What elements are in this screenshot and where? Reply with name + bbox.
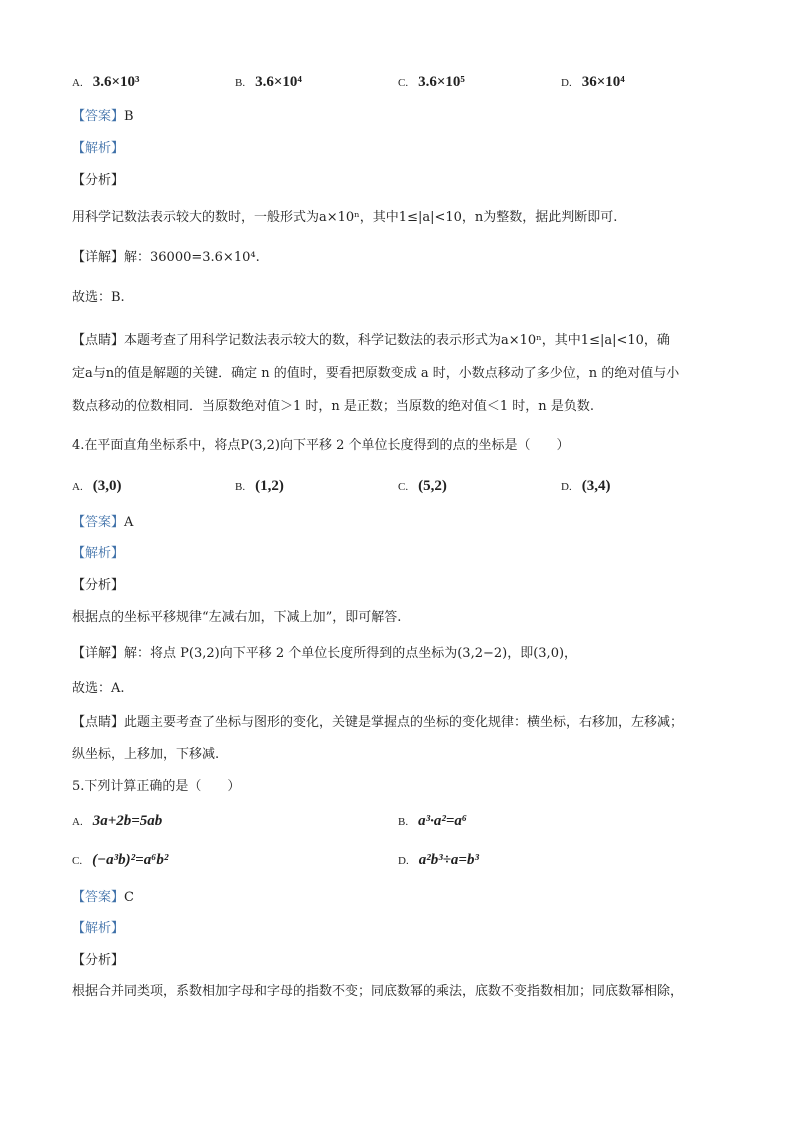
q5-jiexi: 【解析】 bbox=[72, 921, 125, 936]
q4-xiangjie: 【详解】解：将点 P(3,2)向下平移 2 个单位长度所得到的点坐标为(3,2−2)，即(3,0)， bbox=[72, 646, 578, 661]
q3-fenxi-text: 用科学记数法表示较大的数时，一般形式为a×10ⁿ，其中1≤|a|<10，n为整数，据此判断即可. bbox=[72, 210, 618, 225]
q4-question: 4.在平面直角坐标系中，将点P(3,2)向下平移 2 个单位长度得到的点的坐标是（ ） bbox=[72, 438, 570, 453]
q5-option-c: C. (−a³b)²=a⁶b² bbox=[72, 852, 169, 868]
q3-dianjing-2: 定a与n的值是解题的关键．确定 n 的值时，要看把原数变成 a 时，小数点移动了多少位，n 的绝对值与小 bbox=[72, 366, 680, 381]
q3-option-c: C. 3.6×10⁵ bbox=[398, 74, 465, 90]
q3-option-d: D. 36×10⁴ bbox=[561, 74, 625, 90]
q5-answer: 【答案】C bbox=[72, 890, 134, 905]
q5-fenxi: 【分析】 bbox=[72, 953, 125, 968]
q3-fenxi: 【分析】 bbox=[72, 173, 125, 188]
q5-option-a: A. 3a+2b=5ab bbox=[72, 813, 163, 829]
q3-dianjing-1: 【点睛】本题考查了用科学记数法表示较大的数，科学记数法的表示形式为a×10ⁿ，其中1≤|a|<10，确 bbox=[72, 333, 670, 348]
q4-jiexi: 【解析】 bbox=[72, 546, 125, 561]
q4-fenxi-text: 根据点的坐标平移规律“左减右加，下减上加”，即可解答. bbox=[72, 610, 402, 625]
q3-answer: 【答案】B bbox=[72, 109, 134, 124]
q4-dianjing-2: 纵坐标，上移加，下移减. bbox=[72, 747, 220, 762]
q3-xiangjie: 【详解】解：36000=3.6×10⁴. bbox=[72, 250, 260, 265]
q3-dianjing-3: 数点移动的位数相同．当原数绝对值＞1 时，n 是正数；当原数的绝对值＜1 时，n 是负数. bbox=[72, 399, 594, 414]
q4-option-b: B. (1,2) bbox=[235, 478, 284, 494]
q4-answer: 【答案】A bbox=[72, 515, 134, 530]
q4-option-a: A. (3,0) bbox=[72, 478, 122, 494]
q3-option-a: A. 3.6×10³ bbox=[72, 74, 140, 90]
q4-option-d: D. (3,4) bbox=[561, 478, 611, 494]
q5-question: 5.下列计算正确的是（ ） bbox=[72, 779, 241, 794]
q3-guxuan: 故选：B. bbox=[72, 290, 125, 305]
q4-dianjing-1: 【点睛】此题主要考查了坐标与图形的变化，关键是掌握点的坐标的变化规律：横坐标，右移加，左移减； bbox=[72, 715, 684, 730]
q5-option-b: B. a³·a²=a⁶ bbox=[398, 813, 468, 829]
q4-option-c: C. (5,2) bbox=[398, 478, 447, 494]
q3-option-b: B. 3.6×10⁴ bbox=[235, 74, 302, 90]
q4-guxuan: 故选：A. bbox=[72, 681, 125, 696]
q5-fenxi-text: 根据合并同类项，系数相加字母和字母的指数不变；同底数幂的乘法，底数不变指数相加；同底数幂相除， bbox=[72, 984, 684, 999]
q4-fenxi: 【分析】 bbox=[72, 578, 125, 593]
q5-option-d: D. a²b³÷a=b³ bbox=[398, 852, 479, 868]
q3-jiexi: 【解析】 bbox=[72, 141, 125, 156]
